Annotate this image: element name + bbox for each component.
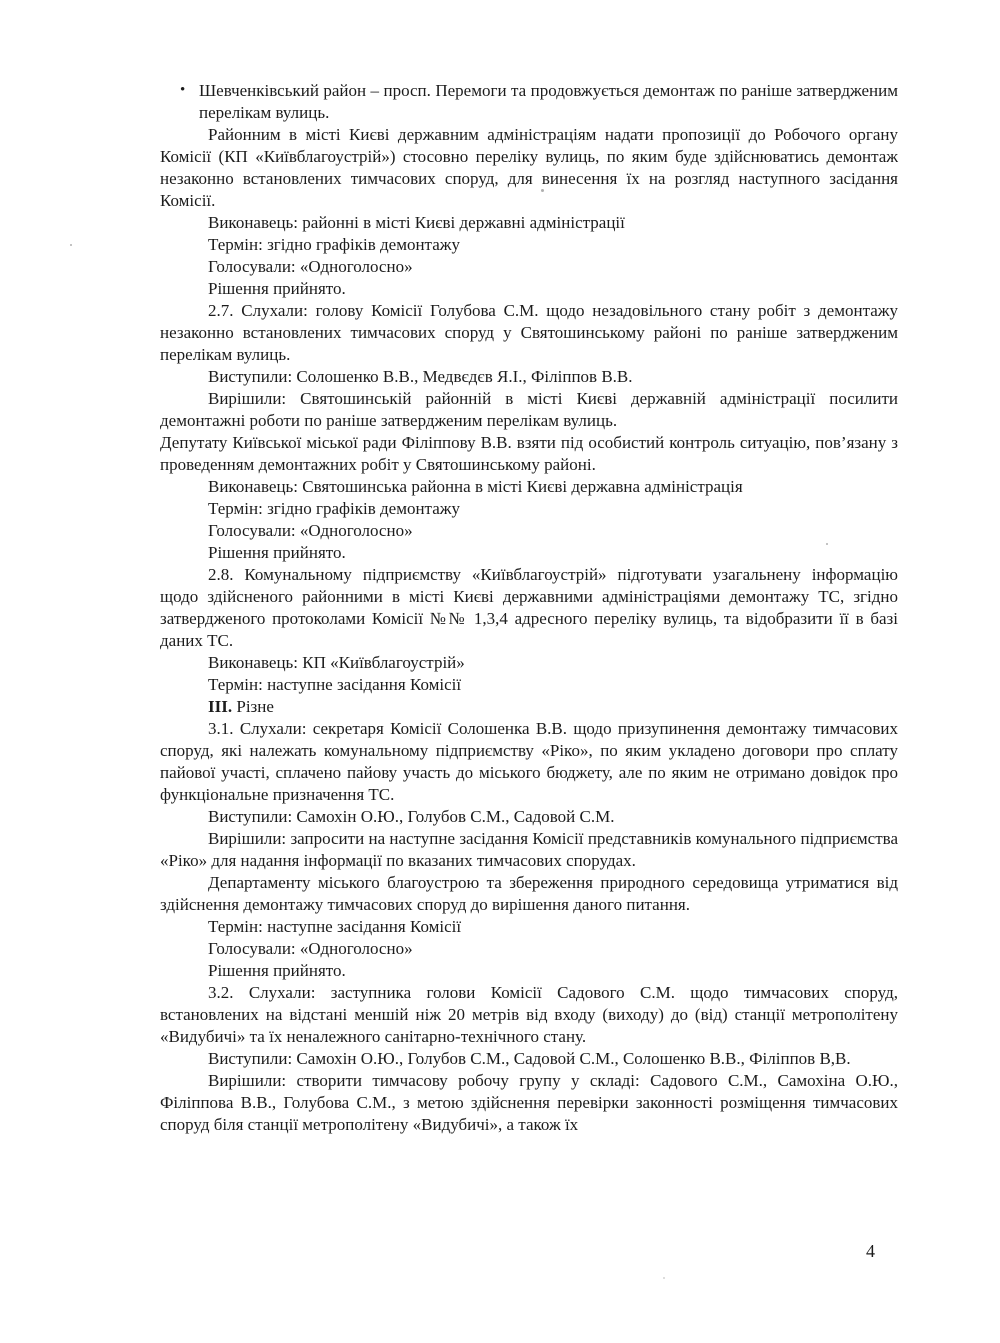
- vote-line: Голосували: «Одноголосно»: [208, 521, 413, 540]
- term-line: Термін: наступне засідання Комісії: [208, 917, 462, 936]
- section-heading: [160, 696, 898, 718]
- executor-line: Виконавець: Святошинська районна в місті Києві державна адміністрація: [208, 477, 743, 496]
- section-2-8-paragraph: 2.8. Комунальному підприємству «Київблагоустрій» підготувати узагальнену інформацію щодо здійсненого районними в місті Києві державними адміністраціями демонтажу ТС, згідно затвердженого протоколами Комісії №№ 1,3,4 адресного переліку вулиць, та відобразити її в базі даних ТС.: [160, 565, 898, 650]
- vote-line: Голосували: «Одноголосно»: [208, 257, 413, 276]
- decision-line: Рішення прийнято.: [208, 543, 346, 562]
- paragraph: Районним в місті Києві державним адміністраціям надати пропозиції до Робочого органу Комісії (КП «Київблагоустрій») стосовно переліку вулиць, по яким буде здійснюватись демонтаж незаконно встановлених тимчасових споруд, для винесення їх на розгляд наступного засідання Комісії.: [160, 125, 898, 210]
- section-number: ІІІ.: [208, 697, 233, 716]
- scan-speck-icon: [541, 189, 544, 192]
- paragraph: Департаменту міського благоустрою та збереження природного середовища утриматися від здійснення демонтажу тимчасових споруд до вирішення даного питання.: [160, 873, 898, 914]
- decision-line: Рішення прийнято.: [208, 961, 346, 980]
- vote-line: Голосували: «Одноголосно»: [208, 939, 413, 958]
- executor-line: Виконавець: КП «Київблагоустрій»: [208, 653, 465, 672]
- executor-line: Виконавець: районні в місті Києві державні адміністрації: [208, 213, 625, 232]
- list-item-text: Шевченківський район – просп. Перемоги та продовжується демонтаж по раніше затвердженим перелікам вулиць.: [199, 81, 898, 122]
- term-line: Термін: згідно графіків демонтажу: [208, 235, 460, 254]
- scan-speck-icon: [70, 244, 72, 246]
- section-3-2-paragraph: 3.2. Слухали: заступника голови Комісії Садового С.М. щодо тимчасових споруд, встановлених на відстані меншій ніж 20 метрів від входу (виходу) до (від) станції метрополітену «Видубичі» та їх неналежного санітарно-технічного стану.: [160, 983, 898, 1046]
- resolution-paragraph: Вирішили: створити тимчасову робочу групу у складі: Садового С.М., Самохіна О.Ю., Філіппова В.В., Голубова С.М., з метою здійснення перевірки законності розміщення тимчасових споруд біля станції метрополітену «Видубичі», а також їх: [160, 1071, 898, 1134]
- decision-line: Рішення прийнято.: [208, 279, 346, 298]
- scan-speck-icon: [826, 543, 828, 545]
- scan-speck-icon: [663, 1277, 665, 1279]
- document-content: [160, 80, 898, 1136]
- speakers-line: Виступили: Самохін О.Ю., Голубов С.М., Садовой С.М.: [208, 807, 615, 826]
- page-number: 4: [866, 1241, 875, 1261]
- bullet-icon: •: [180, 82, 186, 98]
- resolution-paragraph: Вирішили: запросити на наступне засідання Комісії представників комунального підприємства «Ріко» для надання інформації по вказаних тимчасових спорудах.: [160, 829, 898, 870]
- term-line: Термін: згідно графіків демонтажу: [208, 499, 460, 518]
- list-item: [160, 80, 898, 124]
- speakers-line: Виступили: Самохін О.Ю., Голубов С.М., Садовой С.М., Солошенко В.В., Філіппов В,В.: [208, 1049, 851, 1068]
- section-2-7-paragraph: 2.7. Слухали: голову Комісії Голубова С.М. щодо незадовільного стану робіт з демонтажу незаконно встановлених тимчасових споруд у Святошинському районі по раніше затвердженим перелікам вулиць.: [160, 301, 898, 364]
- paragraph: Депутату Київської міської ради Філіппову В.В. взяти під особистий контроль ситуацію, пов’язану з проведенням демонтажних робіт у Святошинському районі.: [160, 433, 898, 474]
- section-title: Різне: [232, 697, 274, 716]
- resolution-paragraph: Вирішили: Святошинській районній в місті Києві державній адміністрації посилити демонтажні роботи по раніше затвердженим перелікам вулиць.: [160, 389, 898, 430]
- speakers-line: Виступили: Солошенко В.В., Медвєдєв Я.І., Філіппов В.В.: [208, 367, 633, 386]
- term-line: Термін: наступне засідання Комісії: [208, 675, 462, 694]
- section-3-1-paragraph: 3.1. Слухали: секретаря Комісії Солошенка В.В. щодо призупинення демонтажу тимчасових споруд, які належать комунальному підприємству «Ріко», по яким укладено договори про сплату пайової участі, сплачено пайову участь до міського бюджету, але по яким не отримано довідок про функціональне призначення ТС.: [160, 719, 898, 804]
